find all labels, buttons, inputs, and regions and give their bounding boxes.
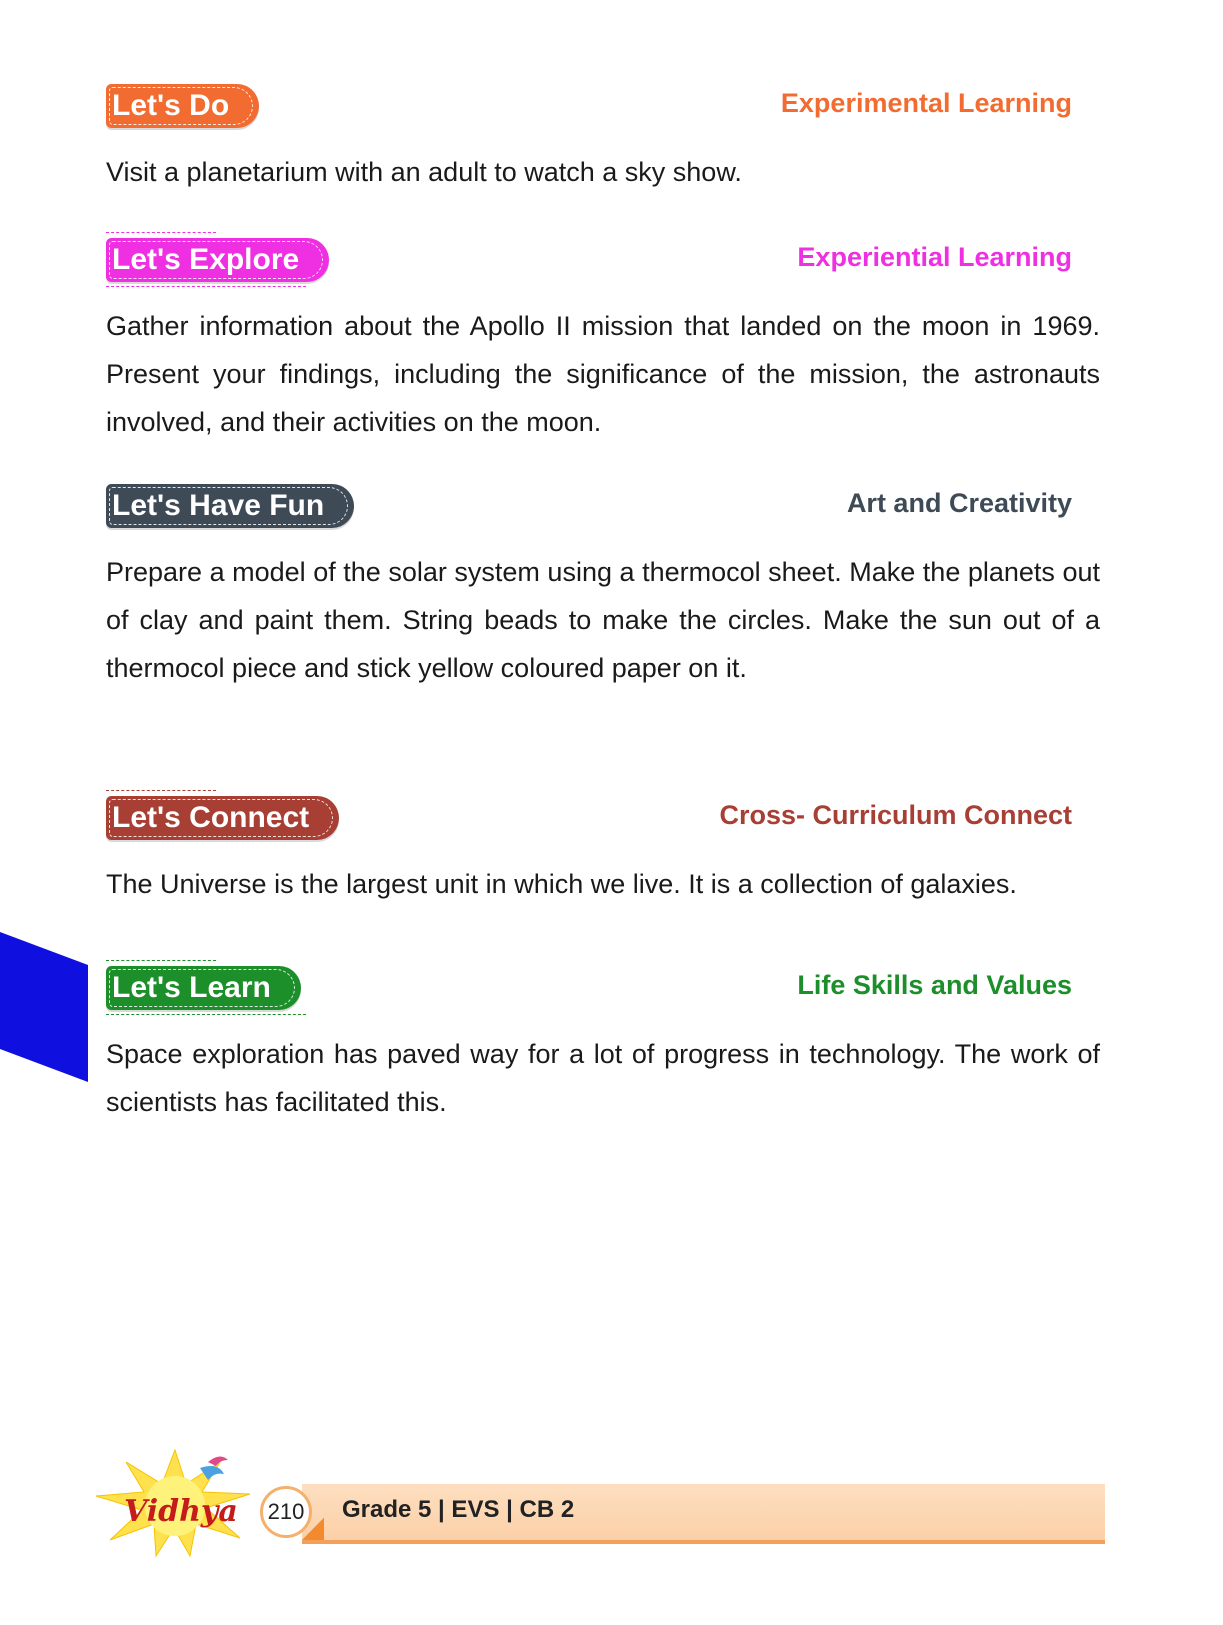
section-category: Cross- Curriculum Connect bbox=[719, 800, 1072, 830]
section-text: The Universe is the largest unit in which we live. It is a collection of galaxies. bbox=[106, 869, 1017, 899]
section-tag: Let's Connect bbox=[106, 796, 339, 840]
section-tag: Let's Learn bbox=[106, 966, 301, 1010]
section-category: Experimental Learning bbox=[780, 88, 1072, 118]
footer-label: Grade 5 | EVS | CB 2 bbox=[342, 1496, 575, 1523]
side-marker bbox=[0, 932, 88, 1082]
page-footer bbox=[90, 1448, 1120, 1558]
tag-decor-line bbox=[106, 790, 216, 791]
section-category: Life Skills and Values bbox=[797, 970, 1072, 1000]
tag-decor-line bbox=[106, 960, 216, 961]
logo-text: Vidhya bbox=[124, 1494, 238, 1529]
section-text: Prepare a model of the solar system using a thermocol sheet. Make the planets out of clay and paint them. String beads to make the circles. Make the sun out of a thermocol piece and stick yellow coloured paper on it. bbox=[106, 557, 1100, 683]
section-lets-explore bbox=[106, 238, 1102, 446]
tag-decor-line bbox=[106, 286, 306, 287]
section-text: Visit a planetarium with an adult to watch a sky show. bbox=[106, 157, 742, 187]
tag-decor-line bbox=[106, 232, 216, 233]
section-category: Art and Creativity bbox=[846, 488, 1072, 518]
page-number: 210 bbox=[260, 1486, 312, 1538]
tag-decor-line bbox=[106, 1014, 306, 1015]
section-lets-have-fun bbox=[106, 484, 1102, 692]
section-text: Gather information about the Apollo II mission that landed on the moon in 1969. Present your findings, including the significance of the mission, the astronauts involved, and their activities on the moon. bbox=[106, 311, 1100, 437]
section-category: Experiential Learning bbox=[797, 242, 1072, 272]
section-tag: Let's Have Fun bbox=[106, 484, 354, 528]
section-lets-connect bbox=[106, 796, 1102, 908]
section-text: Space exploration has paved way for a lot of progress in technology. The work of scientists has facilitated this. bbox=[106, 1039, 1100, 1117]
section-tag: Let's Explore bbox=[106, 238, 329, 282]
section-lets-do bbox=[106, 84, 1102, 196]
section-tag: Let's Do bbox=[106, 84, 259, 128]
section-lets-learn bbox=[106, 966, 1102, 1126]
